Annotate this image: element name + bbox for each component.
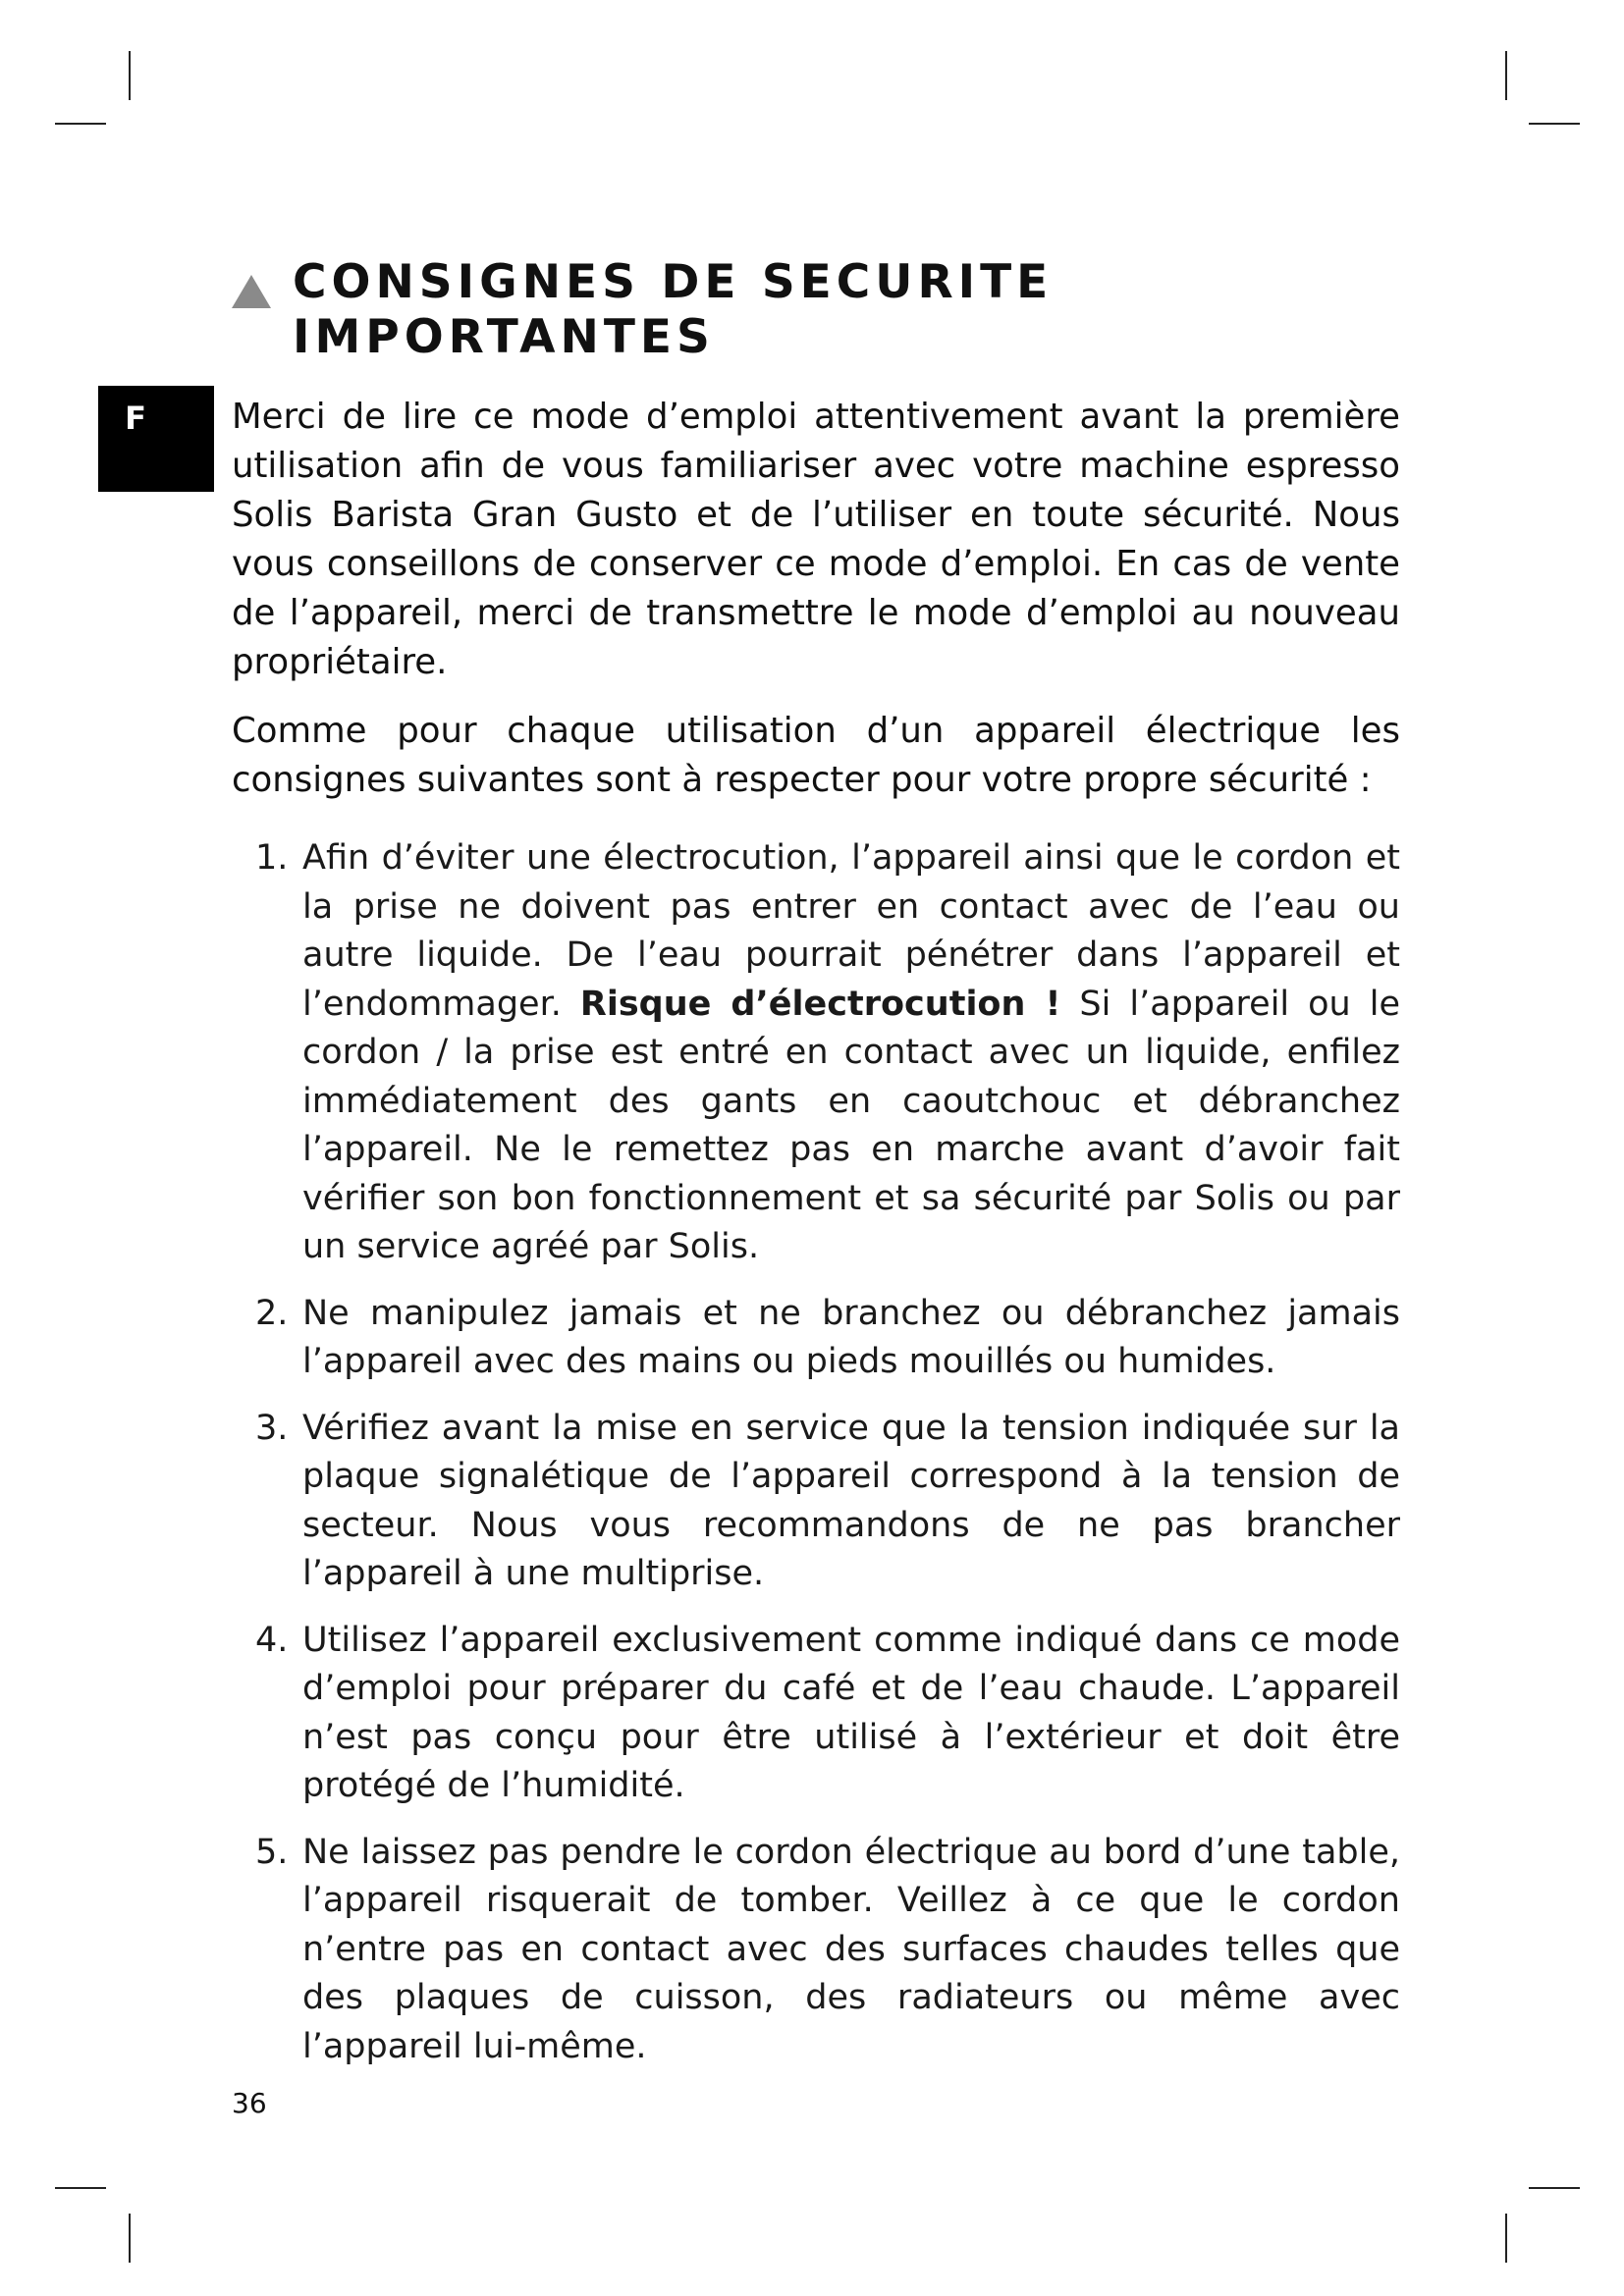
list-item-number: 3. [255,1408,289,1448]
section-heading [232,255,1400,365]
section-title [293,255,1274,365]
electrocution-warning: Risque d’électrocution ! [579,984,1061,1024]
list-item-number: 1. [255,838,289,878]
crop-mark-top-left-vertical [129,51,131,100]
list-item-number: 5. [255,1832,289,1872]
list-item-number: 2. [255,1293,289,1333]
list-item-text: Afin d’éviter une électrocution, l’appareil ainsi que le cordon et la prise ne doivent pas entrer en contact avec de l’eau ou autre liquide. De l’eau pourrait pénétrer dans l’appareil et l’endommager. [302,838,1400,1024]
list-item [232,1617,1400,1811]
list-item-text: Ne manipulez jamais et ne branchez ou débranchez jamais l’appareil avec des mains ou pieds mouillés ou humides. [302,1293,1400,1381]
crop-mark-top-right-vertical [1505,51,1507,100]
page-content [232,255,1400,2089]
list-item-text: Ne laissez pas pendre le cordon électrique au bord d’une table, l’appareil risquerait de tomber. Veillez à ce que le cordon n’entre pas en contact avec des surfaces chaudes telles que des plaques de cuisson, des radiateurs ou même avec l’appareil lui-même. [302,1832,1400,2066]
language-tab-label: F [125,400,146,437]
warning-triangle-icon [232,275,271,308]
section-title-line-2: IMPORTANTES [293,310,715,364]
crop-mark-top-right-horizontal [1529,123,1580,125]
list-item-text: Vérifiez avant la mise en service que la tension indiquée sur la plaque signalétique de l’appareil correspond à la tension de secteur. Nous vous recommandons de ne pas brancher l’appareil à une multiprise. [302,1408,1400,1593]
intro-text [232,393,1400,805]
safety-rules-list [232,834,1400,2071]
section-title-line-1: CONSIGNES DE SECURITE [293,255,1054,309]
crop-mark-bottom-right-vertical [1505,2214,1507,2263]
intro-paragraph-1: Merci de lire ce mode d’emploi attentivement avant la première utilisation afin de vous familiariser avec votre machine espresso Solis Barista Gran Gusto et de l’utiliser en toute sécurité. Nous vous conseillons de conserver ce mode d’emploi. En cas de vente de l’appareil, merci de transmettre le mode d’emploi au nouveau propriétaire. [232,397,1400,682]
list-item [232,1405,1400,1599]
list-item [232,1290,1400,1387]
list-item-text-continued: Si l’appareil ou le cordon / la prise est entré en contact avec un liquide, enfilez immédiatement des gants en caoutchouc et débranchez l’appareil. Ne le remettez pas en marche avant d’avoir fait vérifier son bon fonctionnement et sa sécurité par Solis ou par un service agréé par Solis. [302,984,1400,1266]
language-tab [98,386,214,492]
list-item-text: Utilisez l’appareil exclusivement comme indiqué dans ce mode d’emploi pour préparer du café et de l’eau chaude. L’appareil n’est pas conçu pour être utilisé à l’extérieur et doit être protégé de l’humidité. [302,1620,1400,1805]
crop-mark-bottom-right-horizontal [1529,2187,1580,2189]
list-item [232,834,1400,1272]
page-number: 36 [232,2087,267,2119]
crop-mark-bottom-left-horizontal [55,2187,106,2189]
crop-mark-top-left-horizontal [55,123,106,125]
list-item [232,1829,1400,2072]
intro-paragraph-2: Comme pour chaque utilisation d’un appareil électrique les consignes suivantes sont à respecter pour votre propre sécurité : [232,711,1400,800]
crop-mark-bottom-left-vertical [129,2214,131,2263]
list-item-number: 4. [255,1620,289,1660]
